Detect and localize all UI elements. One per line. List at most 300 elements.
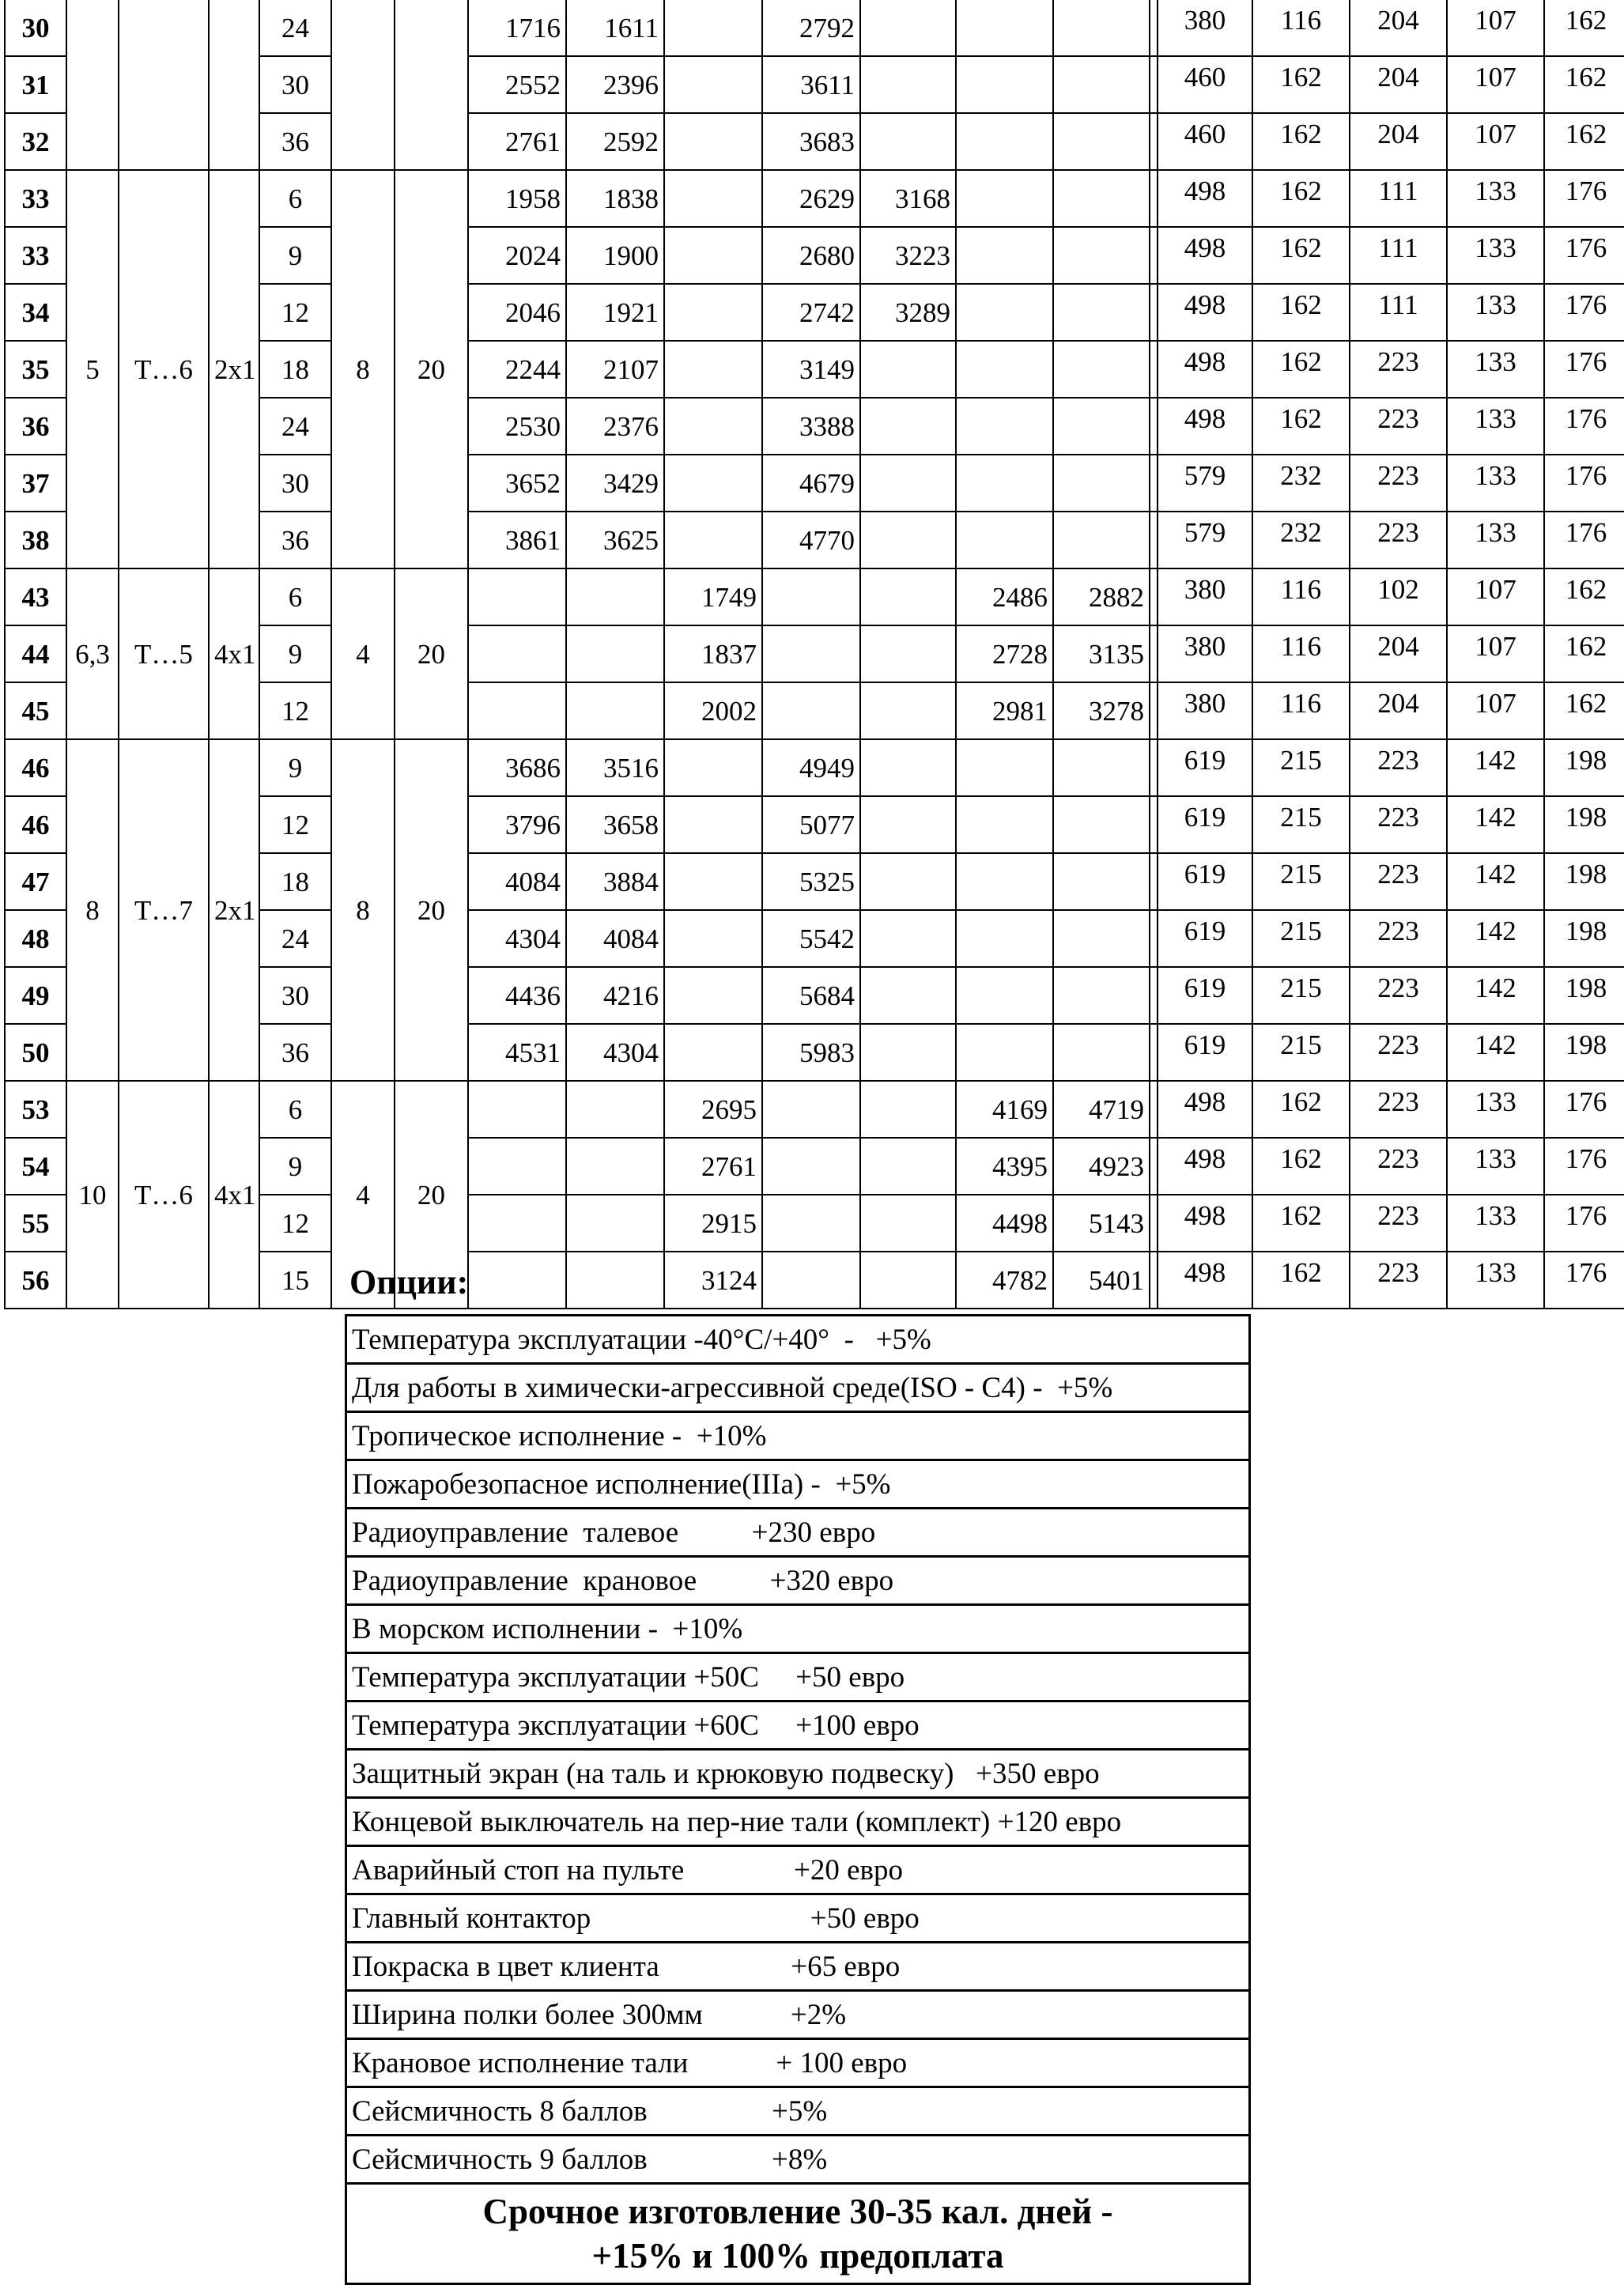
model-number-cell: 53 [5,1081,66,1138]
model-number-cell: 46 [5,796,66,853]
dimension-cell: 619 [1158,796,1252,853]
column-gap [1150,682,1158,739]
model-number-cell: 37 [5,455,66,512]
option-row [346,2039,1250,2087]
column-gap [1150,1138,1158,1195]
price-cell: 4679 [762,455,860,512]
dimension-cell: 133 [1447,1195,1544,1252]
dimension-cell: 162 [1252,1252,1350,1309]
price-cell: 3124 [664,1252,762,1309]
dimension-cell: 133 [1447,227,1544,284]
price-cell [860,967,956,1024]
dimension-cell: 223 [1350,910,1447,967]
option-item: Пожаробезопасное исполнение(IIIа) - +5% [346,1460,1250,1509]
price-cell [664,113,762,170]
price-cell [956,113,1053,170]
column-gap [1150,796,1158,853]
price-cell: 3168 [860,170,956,227]
dimension-cell: 223 [1350,853,1447,910]
price-cell [566,1195,664,1252]
price-cell [860,625,956,682]
price-cell [1053,170,1150,227]
price-cell: 5684 [762,967,860,1024]
column-gap [1150,1252,1158,1309]
dimension-cell: 223 [1350,967,1447,1024]
price-cell [762,1138,860,1195]
column-gap [1150,739,1158,796]
dimension-cell: 176 [1544,1138,1624,1195]
price-cell: 2244 [468,341,566,398]
lift-height-cell: 6 [259,1081,331,1138]
dimension-cell: 162 [1544,56,1624,113]
price-cell [1053,910,1150,967]
dimension-cell: 107 [1447,0,1544,56]
price-cell: 3652 [468,455,566,512]
price-cell: 2792 [762,0,860,56]
model-number-cell: 48 [5,910,66,967]
column-gap [1150,967,1158,1024]
capacity-cell [66,0,119,170]
price-cell: 3658 [566,796,664,853]
option-item: Температура эксплуатации -40°С/+40° - +5% [346,1316,1250,1364]
price-cell: 3796 [468,796,566,853]
price-cell [762,1252,860,1309]
price-cell: 2695 [664,1081,762,1138]
column-gap [1150,0,1158,56]
price-cell [860,853,956,910]
price-cell [860,1081,956,1138]
dimension-cell: 204 [1350,113,1447,170]
price-cell [664,910,762,967]
dimension-cell: 204 [1350,625,1447,682]
dimension-cell: 215 [1252,853,1350,910]
price-cell [956,967,1053,1024]
price-cell [860,398,956,455]
column-gap [1150,853,1158,910]
dimension-cell: 116 [1252,568,1350,625]
option-row [346,2087,1250,2136]
lift-height-cell: 24 [259,910,331,967]
dimension-cell: 619 [1158,910,1252,967]
price-cell: 3278 [1053,682,1150,739]
dimension-cell: 498 [1158,227,1252,284]
dimension-cell: 176 [1544,1252,1624,1309]
price-cell: 4084 [566,910,664,967]
price-cell: 4498 [956,1195,1053,1252]
dimension-cell: 380 [1158,625,1252,682]
type-cell: Т…6 [119,1081,209,1309]
price-cell: 1838 [566,170,664,227]
price-cell [762,1195,860,1252]
dimension-cell: 223 [1350,455,1447,512]
price-cell [664,853,762,910]
price-cell [956,284,1053,341]
lift-height-cell: 6 [259,568,331,625]
price-cell [860,56,956,113]
price-cell [956,853,1053,910]
travel-speed-cell: 20 [395,1081,468,1309]
price-cell [956,0,1053,56]
type-cell [119,0,209,170]
price-cell [1053,739,1150,796]
dimension-cell: 107 [1447,682,1544,739]
option-row [346,1750,1250,1798]
dimension-cell: 162 [1252,227,1350,284]
dimension-cell: 133 [1447,1138,1544,1195]
lift-height-cell: 9 [259,739,331,796]
dimension-cell: 102 [1350,568,1447,625]
model-number-cell: 50 [5,1024,66,1081]
price-cell [762,568,860,625]
dimension-cell: 133 [1447,455,1544,512]
price-cell [1053,0,1150,56]
price-cell: 3388 [762,398,860,455]
lift-height-cell: 12 [259,284,331,341]
option-item: Температура эксплуатации +50С +50 евро [346,1653,1250,1701]
option-item: Аварийный стоп на пульте +20 евро [346,1846,1250,1894]
dimension-cell: 116 [1252,682,1350,739]
option-item: Температура эксплуатации +60С +100 евро [346,1701,1250,1750]
price-cell [1053,512,1150,568]
price-cell [566,568,664,625]
price-cell: 4770 [762,512,860,568]
price-cell [762,625,860,682]
price-cell [468,682,566,739]
price-cell: 2728 [956,625,1053,682]
dimension-cell: 176 [1544,398,1624,455]
price-cell [956,512,1053,568]
price-cell [956,170,1053,227]
price-cell: 4782 [956,1252,1053,1309]
price-cell: 3683 [762,113,860,170]
dimension-cell: 380 [1158,682,1252,739]
price-cell [664,796,762,853]
price-cell [468,1252,566,1309]
dimension-cell: 498 [1158,284,1252,341]
dimension-cell: 223 [1350,1252,1447,1309]
capacity-cell: 5 [66,170,119,568]
reeving-cell [209,0,259,170]
price-cell [956,796,1053,853]
price-cell: 2882 [1053,568,1150,625]
price-cell [956,227,1053,284]
option-item: В морском исполнении - +10% [346,1605,1250,1653]
dimension-cell: 198 [1544,853,1624,910]
dimension-cell: 133 [1447,512,1544,568]
dimension-cell: 215 [1252,967,1350,1024]
price-cell: 2002 [664,682,762,739]
price-cell: 3686 [468,739,566,796]
dimension-cell: 142 [1447,739,1544,796]
dimension-cell: 162 [1544,113,1624,170]
column-gap [1150,625,1158,682]
dimension-cell: 176 [1544,170,1624,227]
price-cell [468,1138,566,1195]
price-cell [566,1138,664,1195]
price-cell [860,0,956,56]
dimension-cell: 498 [1158,1195,1252,1252]
price-cell [664,170,762,227]
price-cell [1053,227,1150,284]
price-cell [956,739,1053,796]
model-number-cell: 36 [5,398,66,455]
model-number-cell: 43 [5,568,66,625]
column-gap [1150,113,1158,170]
column-gap [1150,1081,1158,1138]
dimension-cell: 142 [1447,1024,1544,1081]
speed-cell [331,0,395,170]
price-cell [956,398,1053,455]
speed-cell: 4 [331,568,395,739]
model-number-cell: 54 [5,1138,66,1195]
dimension-cell: 498 [1158,1252,1252,1309]
price-cell: 5983 [762,1024,860,1081]
reeving-cell: 4х1 [209,568,259,739]
model-number-cell: 32 [5,113,66,170]
dimension-cell: 223 [1350,1024,1447,1081]
option-item: Радиоуправление крановое +320 евро [346,1557,1250,1605]
price-cell [956,910,1053,967]
dimension-cell: 107 [1447,625,1544,682]
price-cell: 1716 [468,0,566,56]
dimension-cell: 162 [1252,56,1350,113]
price-cell [664,512,762,568]
capacity-cell: 8 [66,739,119,1081]
dimension-cell: 142 [1447,853,1544,910]
model-number-cell: 30 [5,0,66,56]
price-table [4,0,1624,1309]
model-number-cell: 49 [5,967,66,1024]
price-cell: 1921 [566,284,664,341]
price-cell [664,1024,762,1081]
price-cell [1053,398,1150,455]
lift-height-cell: 30 [259,455,331,512]
capacity-cell: 10 [66,1081,119,1309]
dimension-cell: 176 [1544,284,1624,341]
travel-speed-cell [395,0,468,170]
option-item: Крановое исполнение тали + 100 евро [346,2039,1250,2087]
price-cell: 2592 [566,113,664,170]
price-cell [664,739,762,796]
dimension-cell: 198 [1544,910,1624,967]
lift-height-cell: 12 [259,796,331,853]
dimension-cell: 198 [1544,796,1624,853]
price-cell: 1749 [664,568,762,625]
dimension-cell: 223 [1350,1081,1447,1138]
travel-speed-cell: 20 [395,568,468,739]
dimension-cell: 223 [1350,796,1447,853]
lift-height-cell: 18 [259,853,331,910]
urgent-production-note [346,2184,1250,2284]
price-cell [664,227,762,284]
lift-height-cell: 12 [259,682,331,739]
price-cell: 3611 [762,56,860,113]
model-number-cell: 56 [5,1252,66,1309]
dimension-cell: 162 [1252,398,1350,455]
price-cell: 3861 [468,512,566,568]
option-item: Защитный экран (на таль и крюковую подвеску) +350 евро [346,1750,1250,1798]
price-cell: 2680 [762,227,860,284]
dimension-cell: 498 [1158,1138,1252,1195]
dimension-cell: 162 [1252,1138,1350,1195]
price-cell: 4395 [956,1138,1053,1195]
model-number-cell: 38 [5,512,66,568]
dimension-cell: 133 [1447,170,1544,227]
column-gap [1150,170,1158,227]
dimension-cell: 223 [1350,739,1447,796]
option-row [346,1991,1250,2039]
price-cell: 4304 [468,910,566,967]
price-cell [664,341,762,398]
option-item: Радиоуправление талевое +230 евро [346,1509,1250,1557]
price-cell: 4923 [1053,1138,1150,1195]
capacity-cell: 6,3 [66,568,119,739]
model-number-cell: 55 [5,1195,66,1252]
price-cell: 5143 [1053,1195,1150,1252]
dimension-cell: 215 [1252,910,1350,967]
price-cell [956,455,1053,512]
price-cell [860,739,956,796]
dimension-cell: 198 [1544,739,1624,796]
price-cell: 4531 [468,1024,566,1081]
dimension-cell: 579 [1158,455,1252,512]
dimension-cell: 223 [1350,512,1447,568]
options-table-body [346,1316,1250,2284]
lift-height-cell: 30 [259,56,331,113]
dimension-cell: 133 [1447,398,1544,455]
price-cell: 3429 [566,455,664,512]
price-cell [1053,853,1150,910]
dimension-cell: 107 [1447,56,1544,113]
price-cell [664,967,762,1024]
price-cell [566,682,664,739]
price-cell [860,455,956,512]
option-row [346,1943,1250,1991]
dimension-cell: 107 [1447,568,1544,625]
lift-height-cell: 6 [259,170,331,227]
price-cell [860,1138,956,1195]
option-row [346,1846,1250,1894]
price-cell [1053,967,1150,1024]
dimension-cell: 176 [1544,455,1624,512]
dimension-cell: 498 [1158,170,1252,227]
urgent-row [346,2184,1250,2284]
dimension-cell: 215 [1252,796,1350,853]
price-cell [1053,284,1150,341]
dimension-cell: 142 [1447,910,1544,967]
type-cell: Т…6 [119,170,209,568]
price-cell: 3625 [566,512,664,568]
speed-cell: 8 [331,739,395,1081]
travel-speed-cell: 20 [395,739,468,1081]
reeving-cell: 2х1 [209,739,259,1081]
column-gap [1150,227,1158,284]
table-row [5,739,1624,796]
reeving-cell: 4х1 [209,1081,259,1309]
table-row [5,568,1624,625]
lift-height-cell: 18 [259,341,331,398]
column-gap [1150,568,1158,625]
dimension-cell: 176 [1544,512,1624,568]
lift-height-cell: 30 [259,967,331,1024]
dimension-cell: 460 [1158,56,1252,113]
column-gap [1150,1024,1158,1081]
price-cell [664,455,762,512]
dimension-cell: 176 [1544,1195,1624,1252]
price-cell: 2396 [566,56,664,113]
price-cell: 4304 [566,1024,664,1081]
price-cell: 1837 [664,625,762,682]
column-gap [1150,455,1158,512]
options-table [345,1314,1251,2285]
dimension-cell: 579 [1158,512,1252,568]
option-item: Концевой выключатель на пер-ние тали (комплект) +120 евро [346,1798,1250,1846]
price-cell [468,1081,566,1138]
option-row [346,1460,1250,1509]
dimension-cell: 133 [1447,284,1544,341]
price-cell: 2046 [468,284,566,341]
price-cell: 4084 [468,853,566,910]
price-cell [860,113,956,170]
price-cell [664,398,762,455]
dimension-cell: 619 [1158,1024,1252,1081]
option-item: Сейсмичность 9 баллов +8% [346,2136,1250,2184]
column-gap [1150,398,1158,455]
price-cell [664,56,762,113]
option-item: Главный контактор +50 евро [346,1894,1250,1943]
option-row [346,1364,1250,1412]
price-cell: 1900 [566,227,664,284]
price-table-body [5,0,1624,1309]
dimension-cell: 619 [1158,853,1252,910]
dimension-cell: 162 [1252,1081,1350,1138]
speed-cell: 8 [331,170,395,568]
option-row [346,2136,1250,2184]
option-item: Для работы в химически-агрессивной среде(ISO - С4) - +5% [346,1364,1250,1412]
dimension-cell: 498 [1158,341,1252,398]
option-row [346,1412,1250,1460]
table-row [5,0,1624,56]
model-number-cell: 34 [5,284,66,341]
price-cell [1053,113,1150,170]
model-number-cell: 35 [5,341,66,398]
price-cell [566,1252,664,1309]
type-cell: Т…5 [119,568,209,739]
dimension-cell: 116 [1252,625,1350,682]
dimension-cell: 223 [1350,341,1447,398]
price-cell [566,625,664,682]
lift-height-cell: 36 [259,113,331,170]
dimension-cell: 380 [1158,0,1252,56]
lift-height-cell: 24 [259,0,331,56]
dimension-cell: 204 [1350,56,1447,113]
price-cell: 2107 [566,341,664,398]
model-number-cell: 44 [5,625,66,682]
dimension-cell: 142 [1447,967,1544,1024]
options-title: Опции: [349,1263,469,1301]
column-gap [1150,512,1158,568]
dimension-cell: 162 [1252,170,1350,227]
dimension-cell: 162 [1544,568,1624,625]
dimension-cell: 232 [1252,455,1350,512]
dimension-cell: 198 [1544,1024,1624,1081]
price-cell [956,56,1053,113]
model-number-cell: 33 [5,227,66,284]
price-cell [860,1252,956,1309]
price-cell [762,682,860,739]
price-cell: 2915 [664,1195,762,1252]
option-row [346,1701,1250,1750]
